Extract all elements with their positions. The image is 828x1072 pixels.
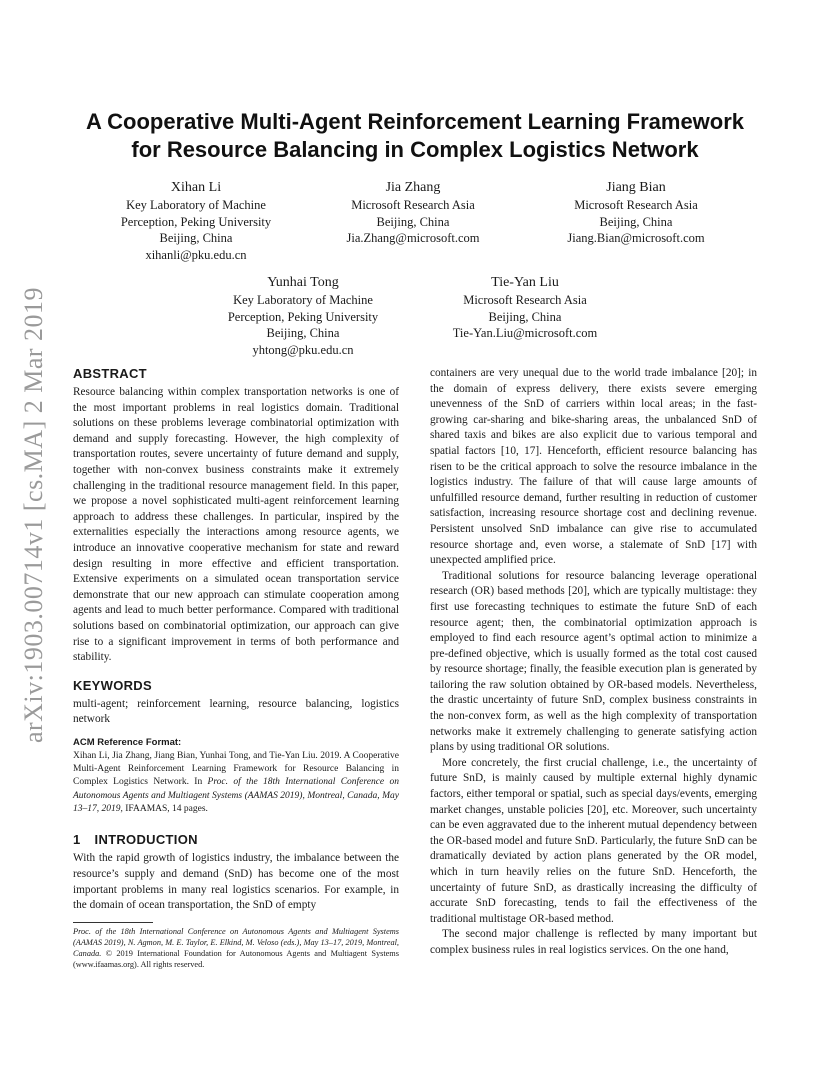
author-block-xihan-li — [98, 179, 294, 263]
author-affiliation: Microsoft Research Asia — [463, 293, 587, 307]
title-line-1: A Cooperative Multi-Agent Reinforcement Learning Framework — [85, 109, 745, 134]
author-location: Beijing, China — [376, 214, 450, 229]
section-title: INTRODUCTION — [94, 832, 198, 848]
right-column — [430, 366, 757, 959]
keywords-heading: KEYWORDS — [73, 677, 152, 693]
author-affiliation: Microsoft Research Asia — [574, 198, 698, 212]
abstract-text: Resource balancing within complex transportation networks is one of the most important problems in real logistics domain. Traditional solutions on these problems leverage combinatorial optimization with demand and supply forecasting. However, the high complexity of transportation routes, severe uncertainty of future demand and supply, together with non-convex business constraints make it extremely challenging in the traditional resource management field. In this paper, we propose a novel sophisticated multi-agent reinforcement learning approach to address these challenges. In particular, inspired by the externalities especially the interactions among resource agents, we introduce an innovative cooperative mechanism for state and reward design resulting in more effective and efficient transportation. Extensive experiments on a simulated ocean transportation service demonstrate that our new approach can stimulate cooperation among agents and lead to much better performance. Compared with traditional solutions based on combinatorial optimization, our approach can give rise to a significant improvement in terms of both performance and stability. — [73, 386, 399, 664]
acm-reference-venue: Proc. of the 18th International Conference on Autonomous Agents and Multiagent Systems (AAMAS 2019), Montreal, Canada, May 13–17, 2019, — [73, 777, 399, 815]
introduction-paragraph-3: More concretely, the first crucial challenge, i.e., the uncertainty of future SnD, is mainly caused by multiple external highly dynamic factors, either temporal or spatial, such as special days/events, emerging market changes, unstable policies [20], etc. Moreover, such uncertainty can be even aggravated due to the inherent mutual dependency between the OR-based model and future SnD. Particularly, the future SnD can be dramatically deviated by action plans generated by the OR model, which in turn heavily relies on the future SnD. Henceforth, the uncertainty of future SnD, as drastically increasing the difficulty of accurate SnD forecasting, tends to fail the effectiveness of the traditional multistage OR-based method. — [430, 756, 757, 925]
author-location: Beijing, China — [159, 231, 233, 245]
author-location: Beijing, China — [266, 326, 340, 340]
title-line-2: for Resource Balancing in Complex Logistics Network — [131, 137, 699, 162]
introduction-paragraph-4: The second major challenge is reflected by many important but complex business rules in real logistics services. On the one hand, — [430, 928, 757, 956]
acm-reference-text — [73, 750, 399, 816]
left-column — [73, 366, 399, 970]
introduction-paragraph-1-continued: containers are very unequal due to the world trade imbalance [20]; in the domain of express delivery, there exists severe emerging unevenness of the SnD of carriers within local areas; in the fast-growing car-sharing and bike-sharing areas, the unbalanced SnD of shared taxis and bikes are also explicit due to various temporal and spatial factors [10, 17]. Henceforth, efficient resource balancing has risen to be the critical approach to solve the resource imbalance in the logistics industry. The failure of that will cause large amounts of unfulfilled resource demand, further resulting in reduction of customer satisfaction, increasing resource shortage cost and declining revenue. Persistent unsolved SnD imbalance can give rise to accumulated resource shortage and, even worse, a stalemate of SnD [17] with unexpected amplified price. — [430, 367, 757, 567]
abstract-heading: ABSTRACT — [73, 366, 147, 381]
acm-reference-main: Xihan Li, Jia Zhang, Jiang Bian, Yunhai Tong, and Tie-Yan Liu. 2019. A Cooperative Multi-Agent Reinforcement Learning Framework for Resource Balancing in Complex Logistics Network. In — [73, 750, 399, 788]
author-location: Beijing, China — [599, 214, 673, 229]
author-email: Jia.Zhang@microsoft.com — [346, 231, 480, 245]
author-name: Jiang Bian — [606, 180, 666, 195]
introduction-paragraph-1: With the rapid growth of logistics industry, the imbalance between the resource’s supply and demand (SnD) has become one of the most important problems in many real logistics scenarios. For example, in the domain of ocean transportation, the SnD of empty — [73, 852, 399, 912]
footnote-copyright: © 2019 International Foundation for Autonomous Agents and Multiagent Systems (www.ifaamas.org). All rights reserved. — [73, 948, 399, 969]
paper-title — [60, 108, 770, 164]
arxiv-identifier — [14, 280, 54, 750]
author-affiliation: Perception, Peking University — [227, 309, 379, 324]
author-email: Jiang.Bian@microsoft.com — [567, 231, 705, 245]
introduction-heading — [73, 832, 399, 847]
author-affiliation: Key Laboratory of Machine — [233, 293, 373, 307]
section-number: 1 — [73, 832, 81, 848]
author-affiliation: Key Laboratory of Machine — [126, 198, 266, 212]
footnote — [73, 926, 399, 970]
author-affiliation: Perception, Peking University — [120, 214, 272, 229]
arxiv-id-text: arXiv:1903.00714v1 [cs.MA] 2 Mar 2019 — [19, 286, 48, 744]
author-block-yunhai-tong — [205, 274, 401, 358]
author-name: Xihan Li — [170, 180, 222, 195]
footnote-venue: Proc. of the 18th International Conference on Autonomous Agents and Multiagent Systems (AAMAS 2019), N. Agmon, M. E. Taylor, E. Elkind, M. Veloso (eds.), May 13–17, 2019, Montreal, Canada. — [73, 926, 399, 958]
author-email: xihanli@pku.edu.cn — [145, 247, 247, 262]
author-email: Tie-Yan.Liu@microsoft.com — [452, 326, 598, 340]
author-block-jiang-bian — [538, 179, 734, 247]
introduction-paragraph-2: Traditional solutions for resource balancing leverage operational research (OR) based methods [20], which are typically multistage: they first use forecasting techniques to estimate the future SnD of each resource agent; then, the combinatorial optimization approach is employed to find each resource agent’s optimal action to minimize a pre-defined objective, which is usually formed as the total cost caused by resource shortage; finally, the feasible execution plan is generated by tailoring the raw solution obtained by OR-based models. Nevertheless, the drastic uncertainty of future SnD, complex business constraints in the non-convex form, as well as the high complexity of transportation networks make it extremely challenging to generate satisfying action plans by using traditional OR solutions. — [430, 569, 757, 754]
acm-reference-heading: ACM Reference Format: — [73, 736, 182, 748]
author-name: Tie-Yan Liu — [491, 275, 559, 290]
author-location: Beijing, China — [488, 309, 562, 324]
author-name: Jia Zhang — [385, 180, 441, 195]
author-block-tie-yan-liu — [427, 274, 623, 342]
author-affiliation: Microsoft Research Asia — [351, 198, 475, 212]
author-name: Yunhai Tong — [267, 275, 339, 290]
author-email: yhtong@pku.edu.cn — [252, 342, 354, 357]
acm-reference-pages: IFAAMAS, 14 pages. — [122, 804, 208, 815]
footnote-divider — [73, 922, 153, 923]
keywords-text: multi-agent; reinforcement learning, resource balancing, logistics network — [73, 697, 399, 726]
author-block-jia-zhang — [315, 179, 511, 247]
